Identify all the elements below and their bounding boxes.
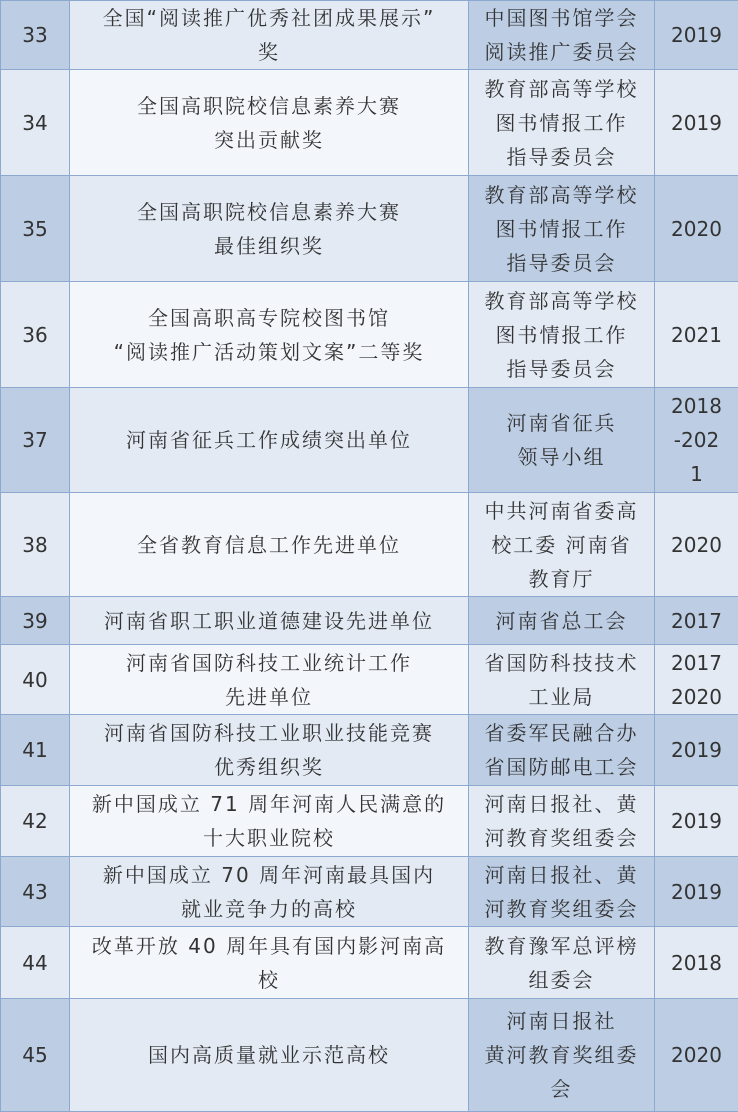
issuer-line: 中国图书馆学会: [473, 1, 650, 35]
issuer-line: 教育部高等学校: [473, 178, 650, 212]
year-cell: [655, 597, 738, 645]
table-row: [1, 927, 738, 999]
issuer-line: 指导委员会: [473, 140, 650, 174]
award-name-cell: [70, 999, 469, 1112]
award-name-line: 全省教育信息工作先进单位: [74, 528, 464, 562]
year-line: 2020: [659, 680, 734, 714]
issuer-cell: [469, 999, 655, 1112]
year-line: 2018: [659, 389, 734, 423]
row-number-cell: 45: [1, 999, 70, 1112]
award-name-line: 校: [74, 963, 464, 997]
year-line: 2019: [659, 18, 734, 52]
row-number-cell: 42: [1, 786, 70, 857]
table-row: [1, 715, 738, 786]
issuer-line: 校工委 河南省: [473, 528, 650, 562]
award-name-line: 河南省国防科技工业职业技能竞赛: [74, 716, 464, 750]
award-name-cell: [70, 70, 469, 176]
year-line: 2017: [659, 604, 734, 638]
year-cell: [655, 1, 738, 70]
award-name-line: 改革开放 40 周年具有国内影河南高: [74, 929, 464, 963]
award-name-cell: [70, 388, 469, 493]
issuer-line: 教育部高等学校: [473, 284, 650, 318]
issuer-cell: [469, 1, 655, 70]
issuer-line: 图书情报工作: [473, 212, 650, 246]
year-cell: [655, 927, 738, 999]
award-name-line: 河南省职工职业道德建设先进单位: [74, 604, 464, 638]
award-name-line: 国内高质量就业示范高校: [74, 1038, 464, 1072]
issuer-line: 黄河教育奖组委: [473, 1038, 650, 1072]
issuer-line: 河南省征兵: [473, 406, 650, 440]
year-line: 2017: [659, 646, 734, 680]
award-name-line: 优秀组织奖: [74, 750, 464, 784]
row-number-cell: 33: [1, 1, 70, 70]
year-cell: [655, 282, 738, 388]
year-cell: [655, 999, 738, 1112]
year-cell: [655, 70, 738, 176]
award-name-line: 全国高职院校信息素养大赛: [74, 195, 464, 229]
award-name-line: 河南省征兵工作成绩突出单位: [74, 423, 464, 457]
table-row: [1, 857, 738, 927]
table-row: [1, 1, 738, 70]
year-line: 2019: [659, 733, 734, 767]
award-name-cell: [70, 1, 469, 70]
year-cell: [655, 176, 738, 282]
issuer-cell: [469, 857, 655, 927]
award-name-line: 河南省国防科技工业统计工作: [74, 646, 464, 680]
award-name-cell: [70, 493, 469, 597]
year-cell: [655, 493, 738, 597]
year-cell: [655, 715, 738, 786]
issuer-line: 河南日报社、黄: [473, 787, 650, 821]
award-name-cell: [70, 786, 469, 857]
issuer-cell: [469, 70, 655, 176]
year-line: 2019: [659, 106, 734, 140]
issuer-line: 河南日报社、黄: [473, 858, 650, 892]
award-name-line: 全国高职高专院校图书馆: [74, 301, 464, 335]
table-row: [1, 493, 738, 597]
table-row: [1, 645, 738, 715]
award-name-line: 全国“阅读推广优秀社团成果展示”: [74, 1, 464, 35]
issuer-line: 河教育奖组委会: [473, 892, 650, 926]
issuer-line: 指导委员会: [473, 246, 650, 280]
issuer-line: 图书情报工作: [473, 318, 650, 352]
year-line: 2019: [659, 804, 734, 838]
award-name-cell: [70, 927, 469, 999]
year-line: 2021: [659, 318, 734, 352]
row-number-cell: 40: [1, 645, 70, 715]
award-name-line: 就业竞争力的高校: [74, 892, 464, 926]
award-name-line: 奖: [74, 35, 464, 69]
issuer-line: 组委会: [473, 963, 650, 997]
award-name-cell: [70, 645, 469, 715]
award-name-cell: [70, 715, 469, 786]
year-cell: [655, 786, 738, 857]
issuer-line: 会: [473, 1072, 650, 1106]
issuer-line: 图书情报工作: [473, 106, 650, 140]
honors-table-body: [1, 1, 738, 1112]
issuer-line: 省委军民融合办: [473, 716, 650, 750]
row-number-cell: 34: [1, 70, 70, 176]
year-cell: [655, 857, 738, 927]
issuer-cell: [469, 282, 655, 388]
issuer-cell: [469, 645, 655, 715]
year-line: 2020: [659, 528, 734, 562]
issuer-line: 指导委员会: [473, 352, 650, 386]
award-name-line: 全国高职院校信息素养大赛: [74, 89, 464, 123]
row-number-cell: 41: [1, 715, 70, 786]
issuer-cell: [469, 786, 655, 857]
year-line: -202: [659, 423, 734, 457]
table-row: [1, 176, 738, 282]
issuer-cell: [469, 388, 655, 493]
table-row: [1, 597, 738, 645]
row-number-cell: 36: [1, 282, 70, 388]
award-name-cell: [70, 597, 469, 645]
issuer-line: 省国防科技技术: [473, 646, 650, 680]
year-line: 2018: [659, 946, 734, 980]
table-row: [1, 282, 738, 388]
issuer-cell: [469, 927, 655, 999]
table-row: [1, 70, 738, 176]
award-name-line: “阅读推广活动策划文案”二等奖: [74, 335, 464, 369]
row-number-cell: 44: [1, 927, 70, 999]
row-number-cell: 35: [1, 176, 70, 282]
award-name-cell: [70, 857, 469, 927]
row-number-cell: 39: [1, 597, 70, 645]
row-number-cell: 38: [1, 493, 70, 597]
year-line: 1: [659, 457, 734, 491]
year-line: 2020: [659, 1038, 734, 1072]
award-name-cell: [70, 282, 469, 388]
award-name-line: 最佳组织奖: [74, 229, 464, 263]
issuer-line: 省国防邮电工会: [473, 750, 650, 784]
issuer-line: 教育部高等学校: [473, 72, 650, 106]
table-row: [1, 388, 738, 493]
issuer-line: 教育豫军总评榜: [473, 929, 650, 963]
year-cell: [655, 388, 738, 493]
award-name-line: 突出贡献奖: [74, 123, 464, 157]
issuer-line: 中共河南省委高: [473, 494, 650, 528]
award-name-line: 十大职业院校: [74, 821, 464, 855]
issuer-line: 河教育奖组委会: [473, 821, 650, 855]
issuer-line: 河南日报社: [473, 1004, 650, 1038]
award-name-line: 新中国成立 71 周年河南人民满意的: [74, 787, 464, 821]
year-line: 2020: [659, 212, 734, 246]
issuer-line: 教育厅: [473, 562, 650, 596]
issuer-cell: [469, 493, 655, 597]
row-number-cell: 43: [1, 857, 70, 927]
award-name-line: 先进单位: [74, 680, 464, 714]
row-number-cell: 37: [1, 388, 70, 493]
issuer-cell: [469, 176, 655, 282]
issuer-line: 工业局: [473, 680, 650, 714]
issuer-cell: [469, 715, 655, 786]
issuer-line: 领导小组: [473, 440, 650, 474]
table-row: [1, 999, 738, 1112]
issuer-line: 阅读推广委员会: [473, 35, 650, 69]
issuer-line: 河南省总工会: [473, 604, 650, 638]
award-name-cell: [70, 176, 469, 282]
award-name-line: 新中国成立 70 周年河南最具国内: [74, 858, 464, 892]
year-cell: [655, 645, 738, 715]
year-line: 2019: [659, 875, 734, 909]
table-row: [1, 786, 738, 857]
issuer-cell: [469, 597, 655, 645]
